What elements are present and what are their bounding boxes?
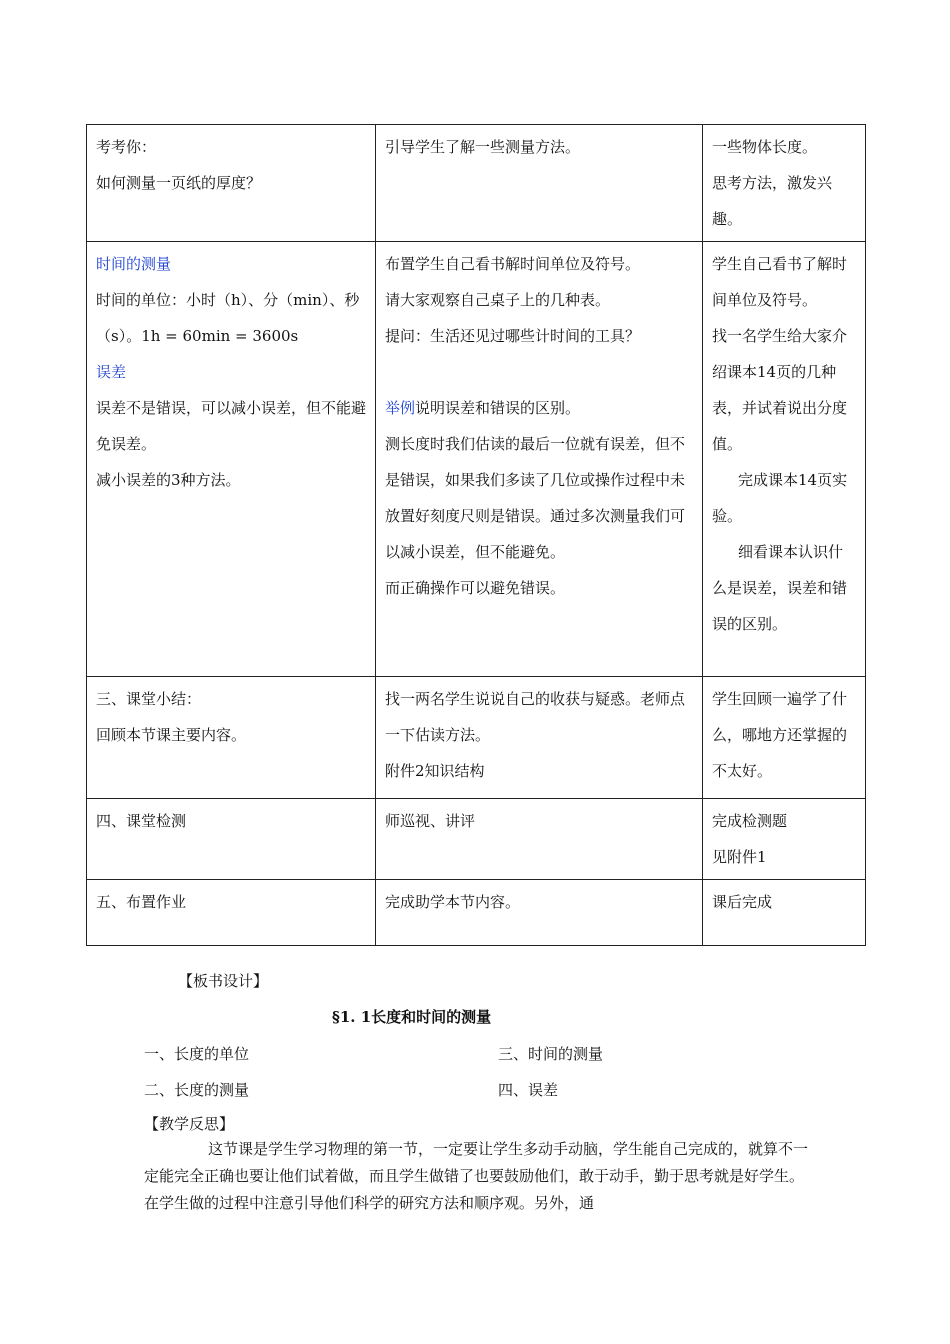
cell-text: 完成助学本节内容。 <box>385 893 521 911</box>
example-line <box>385 390 694 426</box>
cell-text: 布置学生自己看书解时间单位及符号。 <box>385 255 641 273</box>
table-row <box>87 677 866 799</box>
table-cell <box>87 799 376 880</box>
table-row <box>87 242 866 677</box>
cell-text: 附件2知识结构 <box>385 762 485 780</box>
error-text: 误差不是错误，可以减小误差，但不能避免误差。 <box>96 399 367 453</box>
spacer <box>385 354 694 390</box>
time-measurement-heading: 时间的测量 <box>96 255 172 273</box>
board-item: 一、长度的单位 <box>144 1045 250 1063</box>
cell-text: 师巡视、讲评 <box>385 812 476 830</box>
table-cell <box>376 880 703 946</box>
table-row <box>87 880 866 946</box>
cell-text: 测长度时我们估读的最后一位就有误差，但不是错误，如果我们多读了几位或操作过程中未放置好刻度尺则是错误。通过多次测量我们可以减小误差，但不能避免。 <box>385 435 686 561</box>
cell-text: 完成检测题 <box>712 812 788 830</box>
error-heading: 误差 <box>96 363 127 381</box>
table-cell <box>87 880 376 946</box>
cell-text: 四、课堂检测 <box>96 812 187 830</box>
board-item: 三、时间的测量 <box>498 1045 604 1063</box>
table-cell <box>703 880 866 946</box>
board-section-title: §1. 1长度和时间的测量 <box>332 1008 492 1026</box>
cell-text: 三、课堂小结： <box>96 690 202 708</box>
cell-text: 引导学生了解一些测量方法。 <box>385 138 581 156</box>
error-methods-text: 减小误差的3种方法。 <box>96 471 241 489</box>
table-cell <box>703 125 866 242</box>
board-item: 四、误差 <box>498 1081 559 1099</box>
cell-text: 如何测量一页纸的厚度？ <box>96 174 262 192</box>
table-cell <box>703 799 866 880</box>
cell-text: 学生自己看书了解时间单位及符号。 <box>712 255 848 309</box>
cell-text: 回顾本节课主要内容。 <box>96 726 247 744</box>
table-row <box>87 799 866 880</box>
cell-text: 而正确操作可以避免错误。 <box>385 579 566 597</box>
table-cell <box>87 125 376 242</box>
reflection-heading: 【教学反思】 <box>144 1115 235 1133</box>
table-cell <box>703 677 866 799</box>
cell-text: 完成课本14页实验。 <box>712 471 848 525</box>
cell-text: 细看课本认识什么是误差，误差和错误的区别。 <box>712 543 848 633</box>
cell-text: 课后完成 <box>712 893 773 911</box>
table-cell <box>376 242 703 677</box>
cell-text: 一些物体长度。 <box>712 138 818 156</box>
cell-text: 找一名学生给大家介绍课本14页的几种表，并试着说出分度值。 <box>712 327 848 453</box>
cell-text: 思考方法，激发兴趣。 <box>712 174 833 228</box>
cell-text: 找一两名学生说说自己的收获与疑惑。老师点一下估读方法。 <box>385 690 686 744</box>
cell-text: 见附件1 <box>712 848 767 866</box>
table-cell <box>376 799 703 880</box>
cell-text: 五、布置作业 <box>96 893 187 911</box>
table-cell <box>376 677 703 799</box>
table-cell <box>87 677 376 799</box>
table-cell <box>87 242 376 677</box>
lesson-plan-table <box>86 124 866 946</box>
reflection-text: 这节课是学生学习物理的第一节，一定要让学生多动手动脑，学生能自己完成的，就算不一定能完全正确也要让他们试着做，而且学生做错了也要鼓励他们，敢于动手，勤于思考就是好学生。在学生做的过程中注意引导他们科学的研究方法和顺序观。另外，通 <box>144 1140 809 1212</box>
board-design-heading: 【板书设计】 <box>178 972 269 990</box>
cell-text: 考考你： <box>96 138 157 156</box>
table-cell <box>703 242 866 677</box>
example-label: 举例 <box>385 399 416 417</box>
cell-text: 请大家观察自己桌子上的几种表。 <box>385 291 611 309</box>
board-item: 二、长度的测量 <box>144 1081 250 1099</box>
cell-text: 提问：生活还见过哪些计时间的工具？ <box>385 327 641 345</box>
table-cell <box>376 125 703 242</box>
time-units-text: 时间的单位：小时（h）、分（min）、秒（s）。1h = 60min = 3600s <box>96 291 360 345</box>
cell-text: 学生回顾一遍学了什么，哪地方还掌握的不太好。 <box>712 690 848 780</box>
table-row <box>87 125 866 242</box>
example-text: 说明误差和错误的区别。 <box>415 399 581 417</box>
